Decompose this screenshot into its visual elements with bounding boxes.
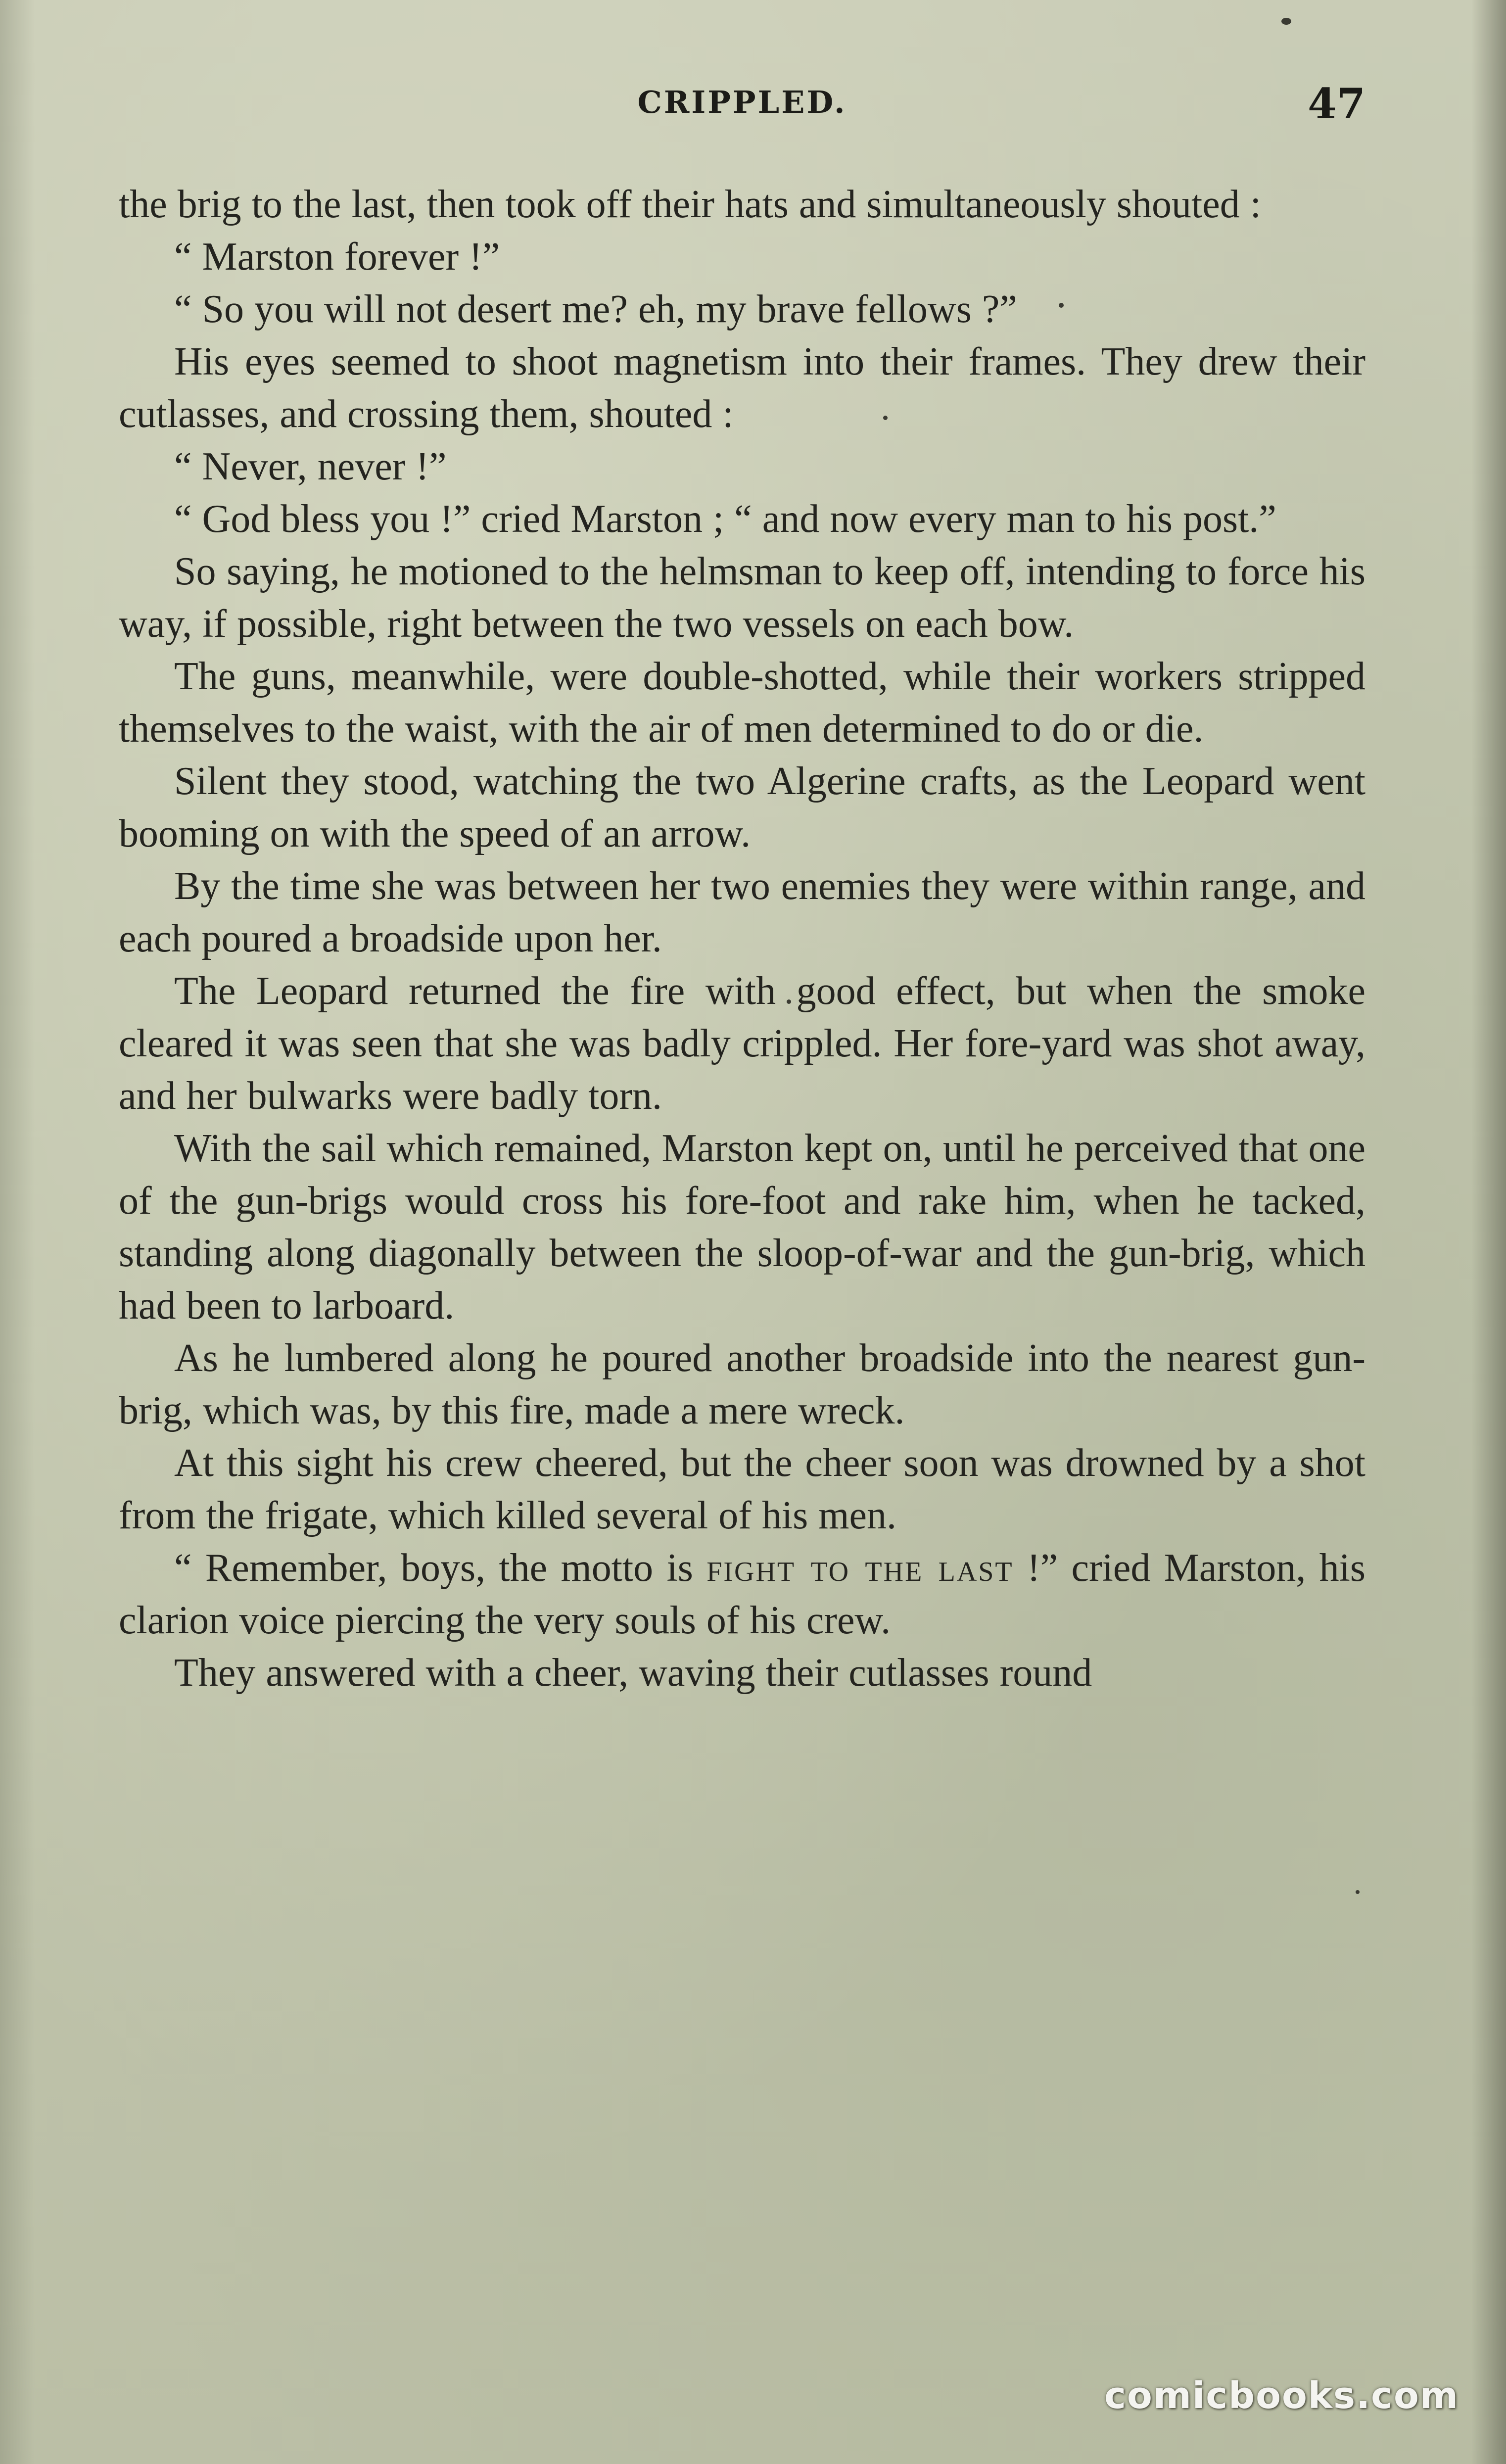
paragraph: “ Marston forever !” [174, 235, 500, 279]
paragraph-text: !” cried Marston, his clarion voice piercing the very souls of his crew. [119, 1546, 1366, 1642]
paragraph: His eyes seemed to shoot magnetism into their frames. They drew their cutlasses, and crossing them, shouted : [119, 340, 1365, 436]
page-left-edge-shadow [0, 0, 35, 2464]
paragraph: The guns, meanwhile, were double-shotted, while their workers stripped themselves to the waist, with the air of men determined to do or die. [119, 655, 1365, 751]
paragraph: With the sail which remained, Marston kept on, until he perceived that one of the gun-brigs would cross his fore-foot and rake him, when he tacked, standing along diagonally between the sloop-of-war and the gun-brig, which had been to larboard. [119, 1127, 1365, 1327]
paragraph: “ Never, never !” [174, 445, 447, 488]
paragraph: The Leopard returned the fire with good effect, but when the smoke cleared it was seen that she was badly crippled. Her fore-yard was shot away, and her bulwarks were badly torn. [119, 969, 1365, 1118]
paragraph: the brig to the last, then took off their hats and simultaneously shouted : [119, 183, 1261, 226]
paragraph: At this sight his crew cheered, but the cheer soon was drowned by a shot from the frigate, which killed several of his men. [119, 1441, 1365, 1537]
paragraph: Silent they stood, watching the two Algerine crafts, as the Leopard went booming on with the speed of an arrow. [119, 759, 1365, 855]
paragraph: They answered with a cheer, waving their cutlasses round [174, 1651, 1092, 1695]
site-watermark: comicbooks.com [1104, 2374, 1459, 2417]
page-number: 47 [1308, 79, 1365, 128]
paragraph-text: “ Remember, boys, the motto is [174, 1546, 707, 1590]
paragraph: As he lumbered along he poured another broadside into the nearest gun-brig, which was, by this fire, made a mere wreck. [119, 1336, 1365, 1432]
paragraph: So saying, he motioned to the helmsman to keep off, intending to force his way, if possible, right between the two vessels on each bow. [119, 550, 1365, 646]
page-right-edge-shadow [1471, 0, 1506, 2464]
body-text [119, 178, 1365, 1699]
running-title: CRIPPLED. [637, 84, 847, 120]
paragraph: By the time she was between her two enemies they were within range, and each poured a broadside upon her. [119, 864, 1365, 960]
paragraph [119, 1542, 1365, 1647]
paragraph: “ God bless you !” cried Marston ; “ and now every man to his post.” [174, 497, 1276, 541]
ink-speck [1281, 18, 1291, 25]
page-header [119, 79, 1365, 139]
motto-small-caps: fight to the last [706, 1546, 1014, 1590]
paragraph: “ So you will not desert me? eh, my brave fellows ?” [174, 287, 1017, 331]
ink-speck [1356, 1890, 1360, 1894]
